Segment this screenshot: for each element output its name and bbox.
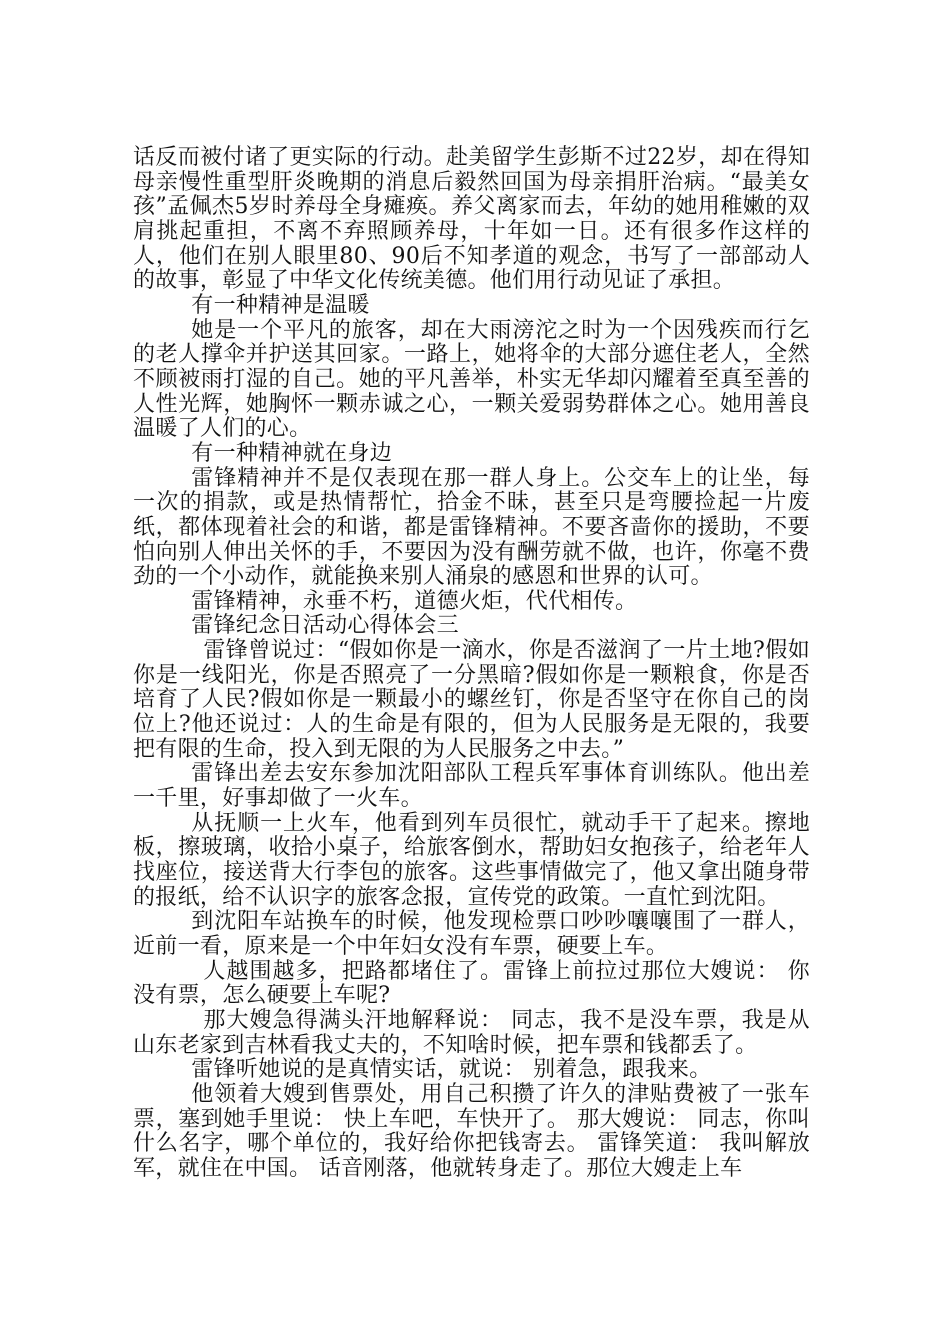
- paragraph-follow-me: 雷锋听她说的是真情实话，就说： 别着急，跟我来。: [191, 1057, 712, 1083]
- paragraph-lei-feng-spirit: 雷锋精神并不是仅表现在那一群人身上。公交车上的让坐，每一次的捐款，或是热情帮忙，拾金不昧，甚至只是弯腰捡起一片废纸，都体现着社会的和谐，都是雷锋精神。不要吝啬你的援助，不要怕向别人伸出关怀的手，不要因为没有酬劳就不做，也许，你毫不费劲的一个小动作，就能换来别人涌泉的感恩和世界的认可。: [133, 465, 810, 590]
- paragraph-continuation: 话反而被付诸了更实际的行动。赴美留学生彭斯不过22岁，却在得知母亲慢性重型肝炎晚期的消息后毅然回国为母亲捐肝治病。“最美女孩”孟佩杰5岁时养母全身瘫痪。养父离家而去，年幼的她用稚嫩的双肩挑起重担，不离不弃照顾养母，十年如一日。还有很多作这样的人，他们在别人眼里80、90后不知孝道的观念，书写了一部部动人的故事，彰显了中华文化传统美德。他们用行动见证了承担。: [133, 145, 810, 294]
- paragraph-woman-explains: 那大嫂急得满头汗地解释说： 同志，我不是没车票，我是从山东老家到吉林看我丈夫的，不知啥时候，把车票和钱都丢了。: [133, 1007, 810, 1058]
- section-heading-nearby: 有一种精神就在身边: [191, 440, 392, 466]
- paragraph-traveler: 她是一个平凡的旅客，却在大雨滂沱之时为一个因残疾而行乞的老人撑伞并护送其回家。一路上，她将伞的大部分遮住老人，全然不顾被雨打湿的自己。她的平凡善举，朴实无华却闪耀着至真至善的人性光辉，她胸怀一颗赤诚之心，一颗关爱弱势群体之心。她用善良温暖了人们的心。: [133, 317, 810, 442]
- section-heading-warmth: 有一种精神是温暖: [191, 292, 370, 318]
- paragraph-train-help: 从抚顺一上火车，他看到列车员很忙，就动手干了起来。擦地板，擦玻璃，收拾小桌子，给旅客倒水，帮助妇女抱孩子，给老年人找座位，接送背大行李包的旅客。这些事情做完了，他又拿出随身带的报纸，给不认识字的旅客念报，宣传党的政策。一直忙到沈阳。: [133, 810, 810, 910]
- paragraph-quote: 雷锋曾说过：“假如你是一滴水，你是否滋润了一片土地?假如你是一线阳光，你是否照亮了一分黑暗?假如你是一颗粮食，你是否培育了人民?假如你是一颗最小的螺丝钉，你是否坚守在你自己的岗位上?他还说过：人的生命是有限的，但为人民服务是无限的，我要把有限的生命，投入到无限的为人民服务之中去。”: [133, 638, 810, 762]
- paragraph-ticket: 他领着大嫂到售票处，用自己积攒了许久的津贴费被了一张车票，塞到她手里说： 快上车吧，车快开了。 那大嫂说： 同志，你叫什么名字，哪个单位的，我好给你把钱寄去。 雷锋笑道： 我叫解放军，就住在中国。 话音刚落，他就转身走了。那位大嫂走上车: [133, 1081, 810, 1181]
- paragraph-business-trip: 雷锋出差去安东参加沈阳部队工程兵军事体育训练队。他出差一千里，好事却做了一火车。: [133, 761, 810, 812]
- section-title-essay-three: 雷锋纪念日活动心得体会三: [191, 613, 459, 639]
- document-body: [133, 146, 810, 1182]
- paragraph-crowd: 人越围越多，把路都堵住了。雷锋上前拉过那位大嫂说： 你没有票，怎么硬要上车呢?: [133, 958, 810, 1009]
- paragraph-eternal: 雷锋精神，永垂不朽，道德火炬，代代相传。: [191, 588, 638, 614]
- paragraph-station: 到沈阳车站换车的时候，他发现检票口吵吵嚷嚷围了一群人，近前一看，原来是一个中年妇女没有车票，硬要上车。: [133, 909, 810, 959]
